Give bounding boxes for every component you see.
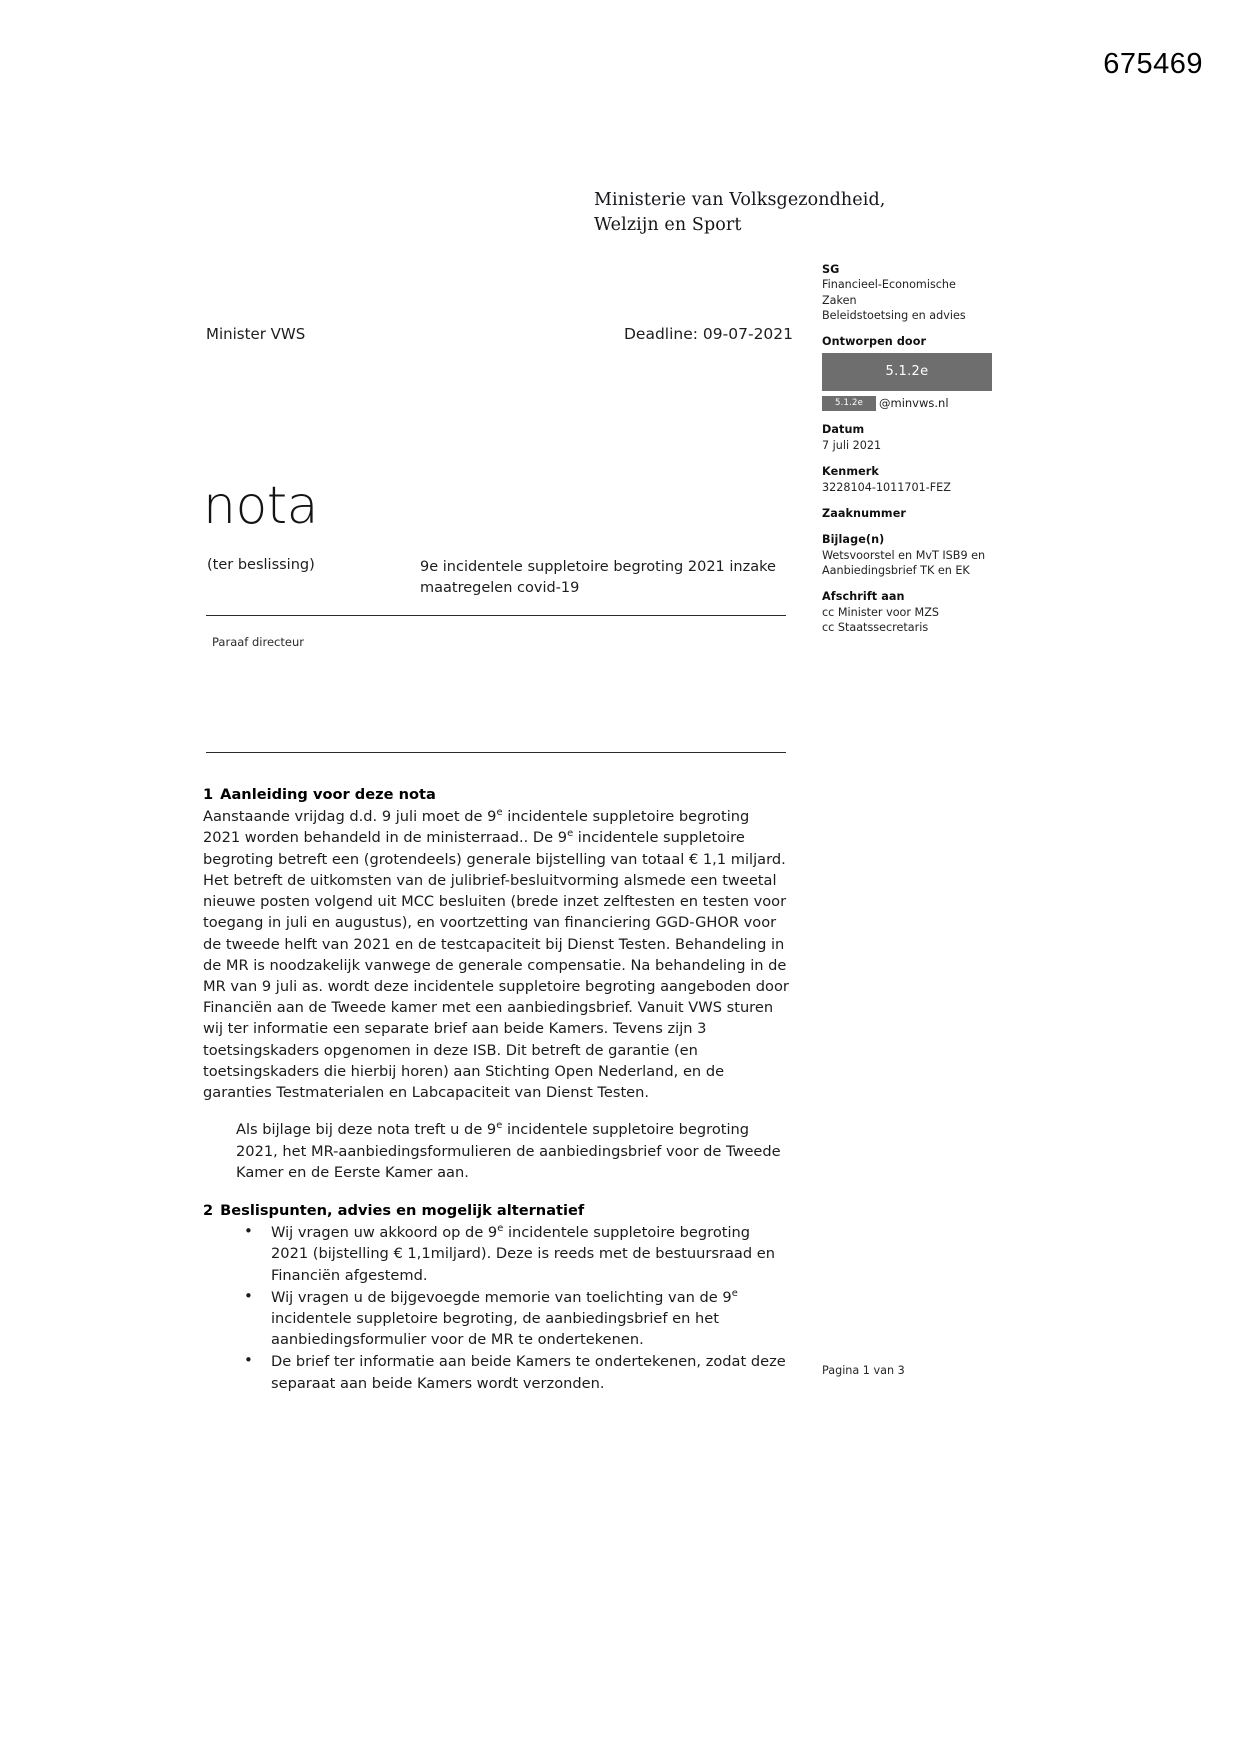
scan-page-identifier: 675469 xyxy=(1103,48,1203,80)
meta-author-email xyxy=(822,396,1022,412)
s1p1-superscript-1: e xyxy=(496,807,503,819)
s1p1-superscript-2: e xyxy=(567,828,574,840)
section-2-heading xyxy=(203,1200,791,1221)
section-2-decision-list xyxy=(203,1222,791,1394)
meta-date-label: Datum xyxy=(822,423,865,437)
meta-org-unit-line-3: Beleidstoetsing en advies xyxy=(822,309,966,323)
deadline-label: Deadline: 09-07-2021 xyxy=(624,325,794,343)
meta-reference-label: Kenmerk xyxy=(822,465,879,479)
section-2-number: 2 xyxy=(203,1201,214,1219)
meta-copy-to-label: Afschrift aan xyxy=(822,590,905,604)
section-1-number: 1 xyxy=(203,786,214,803)
meta-attachments xyxy=(822,532,1022,578)
email-domain: @minvws.nl xyxy=(879,395,949,410)
meta-reference xyxy=(822,464,1022,495)
page-footer: Pagina 1 van 3 xyxy=(822,1364,905,1377)
section-2-title: Beslispunten, advies en mogelijk alternatief xyxy=(220,1201,585,1219)
addressee: Minister VWS xyxy=(206,325,306,343)
subject-title: 9e incidentele suppletoire begroting 2021 inzake maatregelen covid-19 xyxy=(420,559,776,596)
s1p1-part-3: incidentele suppletoire begroting betreft een (grotendeels) generale bijstelling van totaal € 1,1 miljard. Het betreft de uitkomsten van de julibrief-besluitvorming alsmede een tweetal nieuwe posten volgend uit MCC besluiten (brede inzet zelftesten en testen voor toegang in juli en augustus), en voortzetting van financiering GGD-GHOR voor de tweede helft van 2021 en de testcapaciteit bij Dienst Testen. Behandeling in de MR is noodzakelijk vanwege de generale compensatie. Na behandeling in de MR van 9 juli as. wordt deze incidentele suppletoire begroting aangeboden door Financiën aan de Tweede kamer met een aanbiedingsbrief. Vanuit VWS sturen wij ter informatie een separate brief aan beide Kamers. Tevens zijn 3 toetsingskaders opgenomen in deze ISB. Dit betreft de garantie (en toetsingskaders die hierbij horen) aan Stichting Open Nederland, en de garanties Testmaterialen en Labcapaciteit van Dienst Testen. xyxy=(203,829,789,1102)
meta-case-number xyxy=(822,506,1022,521)
bullet-1-superscript: e xyxy=(497,1223,504,1235)
s1p2-part-1: Als bijlage bij deze nota treft u de 9 xyxy=(236,1121,497,1139)
section-1-paragraph-2 xyxy=(203,1119,791,1183)
meta-author-label: Ontworpen door xyxy=(822,335,927,349)
bullet-2-superscript: e xyxy=(731,1287,738,1299)
bullet-2-part-1: Wij vragen u de bijgevoegde memorie van toelichting van de 9 xyxy=(271,1288,732,1306)
meta-case-number-label: Zaaknummer xyxy=(822,506,906,520)
document-type-title: nota xyxy=(203,476,319,536)
meta-author xyxy=(822,334,1022,411)
document-body xyxy=(203,784,791,1395)
section-1-heading xyxy=(203,784,791,805)
meta-copy-to-line-2: cc Staatssecretaris xyxy=(822,620,929,634)
ministry-logo-text xyxy=(594,188,885,238)
meta-date xyxy=(822,422,1022,453)
s1p1-part-2: incidentele suppletoire begroting 2021 worden behandeld in de ministerraad.. De 9 xyxy=(203,808,750,847)
meta-date-value: 7 juli 2021 xyxy=(822,438,882,452)
divider-top xyxy=(206,615,786,616)
list-item xyxy=(244,1351,791,1393)
section-1-title: Aanleiding voor deze nota xyxy=(220,786,436,803)
ministry-line-1: Ministerie van Volksgezondheid, xyxy=(594,190,886,210)
meta-attachments-line-2: Aanbiedingsbrief TK en EK xyxy=(822,563,970,577)
bullet-1-part-1: Wij vragen uw akkoord op de 9 xyxy=(271,1224,498,1242)
list-item xyxy=(244,1222,791,1286)
document-metadata-sidebar xyxy=(822,262,1022,646)
redaction-box-author: 5.1.2e xyxy=(822,353,992,391)
meta-org-unit-line-1: Financieel-Economische xyxy=(822,278,956,292)
bullet-1-part-2: incidentele suppletoire begroting 2021 (bijstelling € 1,1miljard). Deze is reeds met de bestuursraad en Financiën afgestemd. xyxy=(271,1224,775,1284)
redaction-box-email: 5.1.2e xyxy=(822,396,876,412)
meta-reference-value: 3228104-1011701-FEZ xyxy=(822,480,951,494)
divider-bottom xyxy=(206,752,786,753)
s1p2-superscript-1: e xyxy=(496,1120,503,1132)
meta-attachments-label: Bijlage(n) xyxy=(822,533,885,547)
meta-attachments-line-1: Wetsvoorstel en MvT ISB9 en xyxy=(822,548,986,562)
s1p2-part-2: incidentele suppletoire begroting 2021, het MR-aanbiedingsformulieren de aanbiedingsbrief voor de Tweede Kamer en de Eerste Kamer aan. xyxy=(236,1121,781,1181)
ministry-line-2: Welzijn en Sport xyxy=(594,214,742,235)
director-initials-label: Paraaf directeur xyxy=(212,635,304,649)
decision-type-label: (ter beslissing) xyxy=(207,557,315,573)
section-1-paragraph-1 xyxy=(203,806,791,1103)
meta-copy-to-line-1: cc Minister voor MZS xyxy=(822,605,939,619)
meta-org-unit-label: SG xyxy=(822,263,840,276)
list-item xyxy=(244,1287,791,1351)
meta-copy-to xyxy=(822,589,1022,635)
bullet-3-part-1: De brief ter informatie aan beide Kamers te ondertekenen, zodat deze separaat aan beide Kamers wordt verzonden. xyxy=(271,1353,786,1392)
meta-org-unit-line-2: Zaken xyxy=(822,293,857,307)
bullet-2-part-2: incidentele suppletoire begroting, de aanbiedingsbrief en het aanbiedingsformulier voor de MR te ondertekenen. xyxy=(271,1310,719,1349)
meta-org-unit xyxy=(822,262,1022,323)
s1p1-part-1: Aanstaande vrijdag d.d. 9 juli moet de 9 xyxy=(203,808,497,826)
